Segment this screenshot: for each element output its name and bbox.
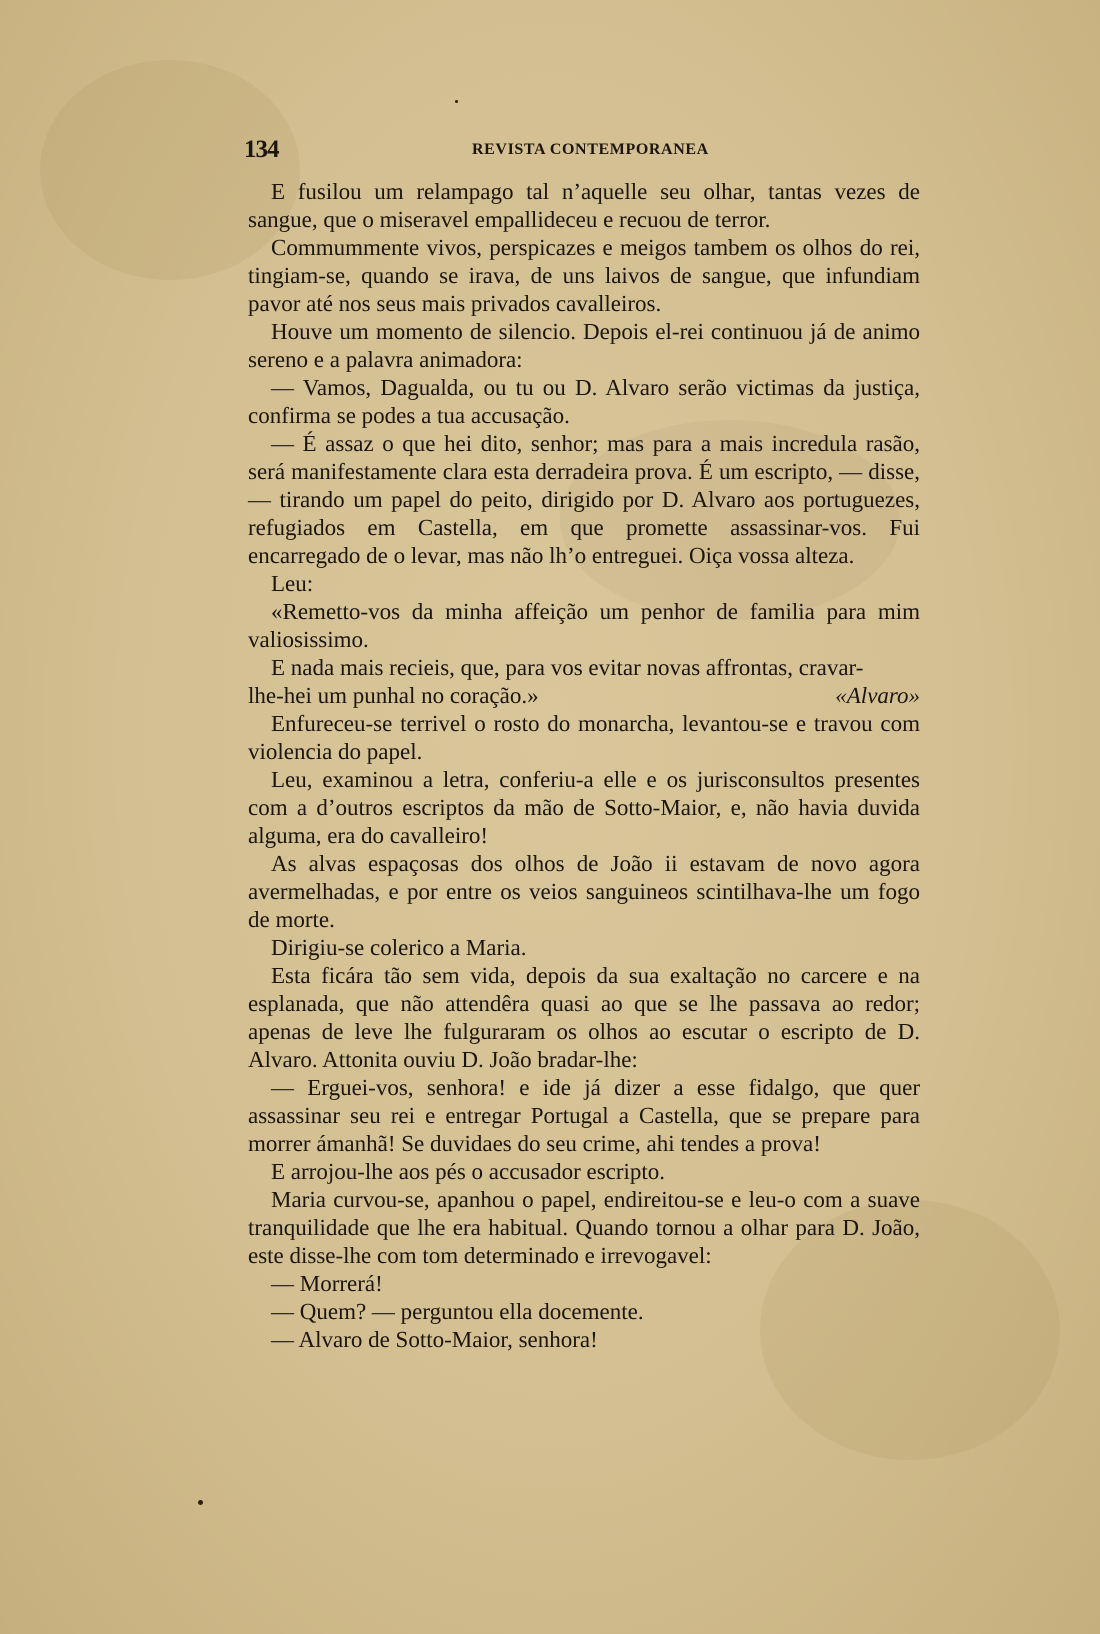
- paragraph: — Alvaro de Sotto-Maior, senhora!: [271, 1327, 598, 1352]
- body-text: [248, 178, 920, 1354]
- quote-end-line: [248, 682, 920, 710]
- paragraph: — Erguei-vos, senhora! e ide já dizer a esse fidalgo, que quer assassinar seu rei e entregar Portugal a Castella, que se prepare para morrer ámanhã! Se duvidaes do seu crime, ahi tendes a prova!: [248, 1075, 920, 1156]
- paragraph: — Morrerá!: [271, 1271, 383, 1296]
- paragraph: Commummente vivos, perspicazes e meigos tambem os olhos do rei, tingiam-se, quando se irava, de uns laivos de sangue, que infundiam pavor até nos seus mais privados cavalleiros.: [248, 235, 920, 316]
- paragraph: — É assaz o que hei dito, senhor; mas para a mais incredula rasão, será manifestamente clara esta derradeira prova. É um escripto, — disse, — tirando um papel do peito, dirigido por D. Alvaro aos portuguezes, refugiados em Castella, em que promette assassinar-vos. Fui encarregado de o levar, mas não lh’o entreguei. Oiça vossa alteza.: [248, 431, 920, 568]
- letter-signature: «Alvaro»: [835, 683, 920, 708]
- paragraph: E fusilou um relampago tal n’aquelle seu olhar, tantas vezes de sangue, que o miseravel empallideceu e recuou de terror.: [248, 179, 920, 232]
- paragraph: Dirigiu-se colerico a Maria.: [271, 935, 527, 960]
- paragraph: E arrojou-lhe aos pés o accusador escripto.: [271, 1159, 666, 1184]
- page-number: 134: [244, 136, 279, 163]
- running-title: REVISTA CONTEMPORANEA: [472, 141, 709, 158]
- ink-speck: [455, 100, 458, 103]
- paragraph: «Remetto-vos da minha affeição um penhor de familia para mim valiosissimo.: [248, 599, 920, 652]
- paragraph: Leu, examinou a letra, conferiu-a elle e os jurisconsultos presentes com a d’outros escriptos da mão de Sotto-Maior, e, não havia duvida alguma, era do cavalleiro!: [248, 767, 920, 848]
- quote-end-text: lhe-hei um punhal no coração.»: [248, 683, 539, 708]
- paragraph: Maria curvou-se, apanhou o papel, endireitou-se e leu-o com a suave tranquilidade que lhe era habitual. Quando tornou a olhar para D. João, este disse-lhe com tom determinado e irrevogavel:: [248, 1187, 920, 1268]
- paragraph: As alvas espaçosas dos olhos de João ii estavam de novo agora avermelhadas, e por entre os veios sanguineos scintilhava-lhe um fogo de morte.: [248, 851, 920, 932]
- page-header: [244, 136, 914, 166]
- paragraph: — Quem? — perguntou ella docemente.: [271, 1299, 644, 1324]
- paragraph: — Vamos, Dagualda, ou tu ou D. Alvaro serão victimas da justiça, confirma se podes a tua accusação.: [248, 375, 920, 428]
- paragraph: Esta ficára tão sem vida, depois da sua exaltação no carcere e na esplanada, que não attendêra quasi ao que se lhe passava ao redor; apenas de leve lhe fulguraram os olhos ao escutar o escripto de D. Alvaro. Attonita ouviu D. João bradar-lhe:: [248, 963, 920, 1072]
- paragraph: Houve um momento de silencio. Depois el-rei continuou já de animo sereno e a palavra animadora:: [248, 319, 920, 372]
- paragraph: E nada mais recieis, que, para vos evitar novas affrontas, cravar-: [271, 655, 864, 680]
- paragraph: Enfureceu-se terrivel o rosto do monarcha, levantou-se e travou com violencia do papel.: [248, 711, 920, 764]
- paragraph: Leu:: [271, 571, 314, 596]
- ink-speck: [198, 1500, 203, 1505]
